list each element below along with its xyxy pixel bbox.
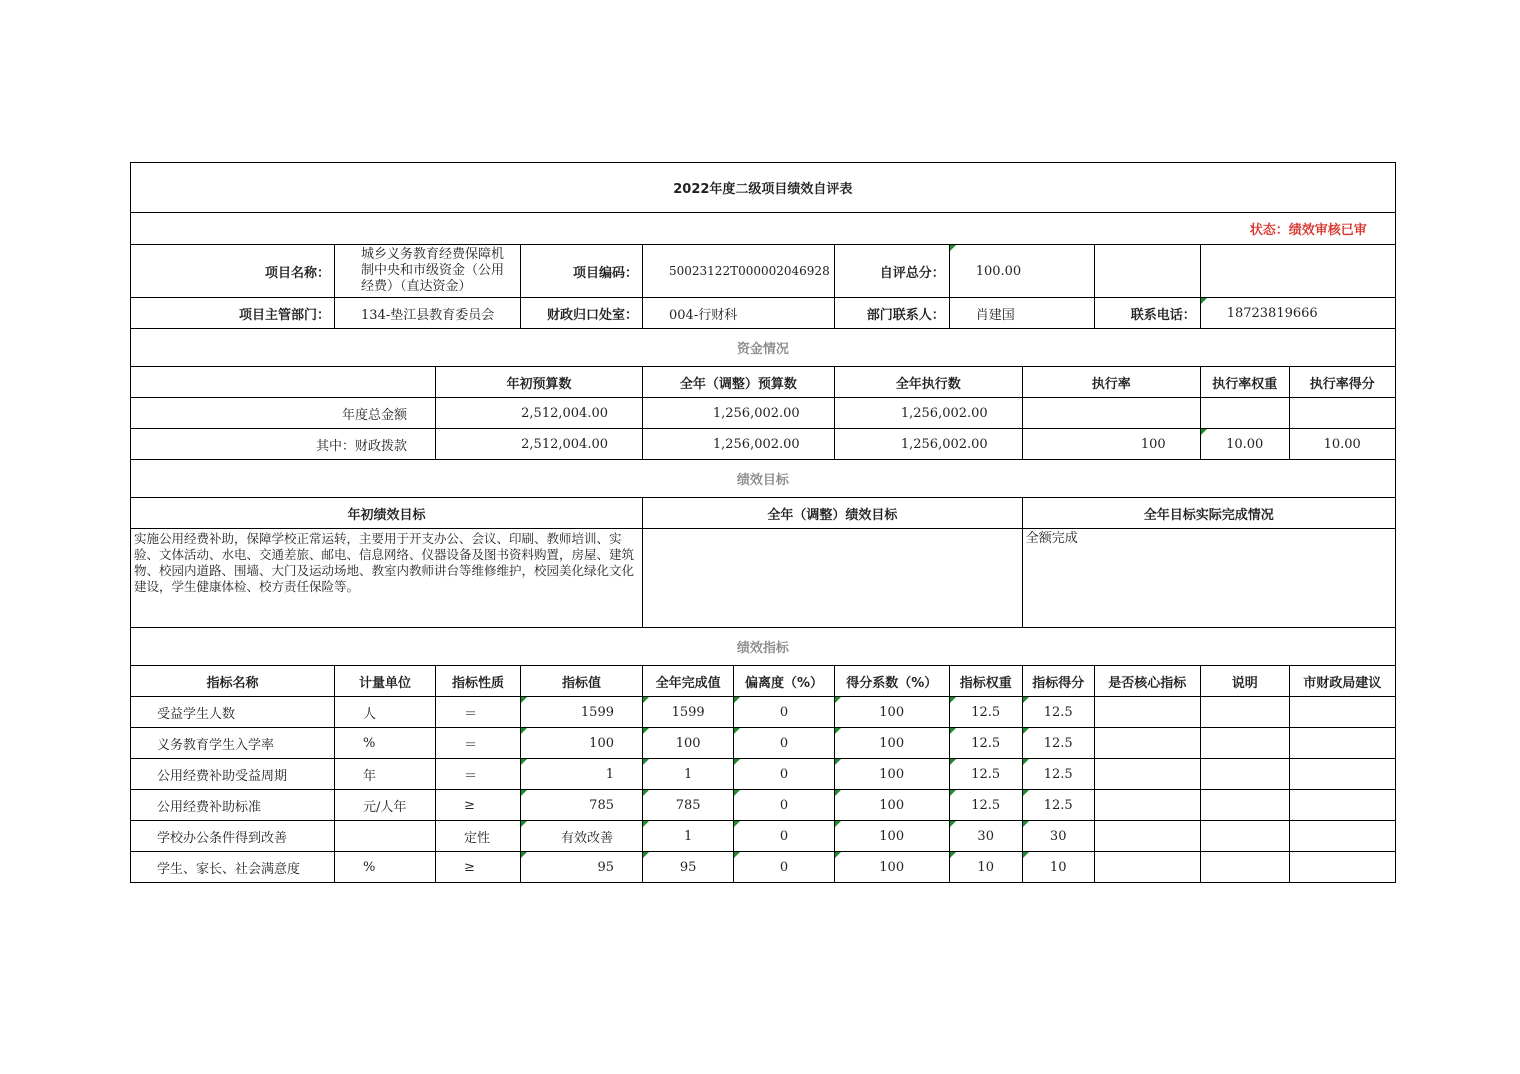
goals-adjusted-text xyxy=(643,529,1023,628)
goals-header-initial: 年初绩效目标 xyxy=(131,498,643,529)
funds-header: 全年执行数 xyxy=(834,367,1022,398)
indicator-deviation: 0 xyxy=(734,697,834,728)
goals-initial-text: 实施公用经费补助，保障学校正常运转，主要用于开支办公、会议、印刷、教师培训、实验、文体活动、水电、交通差旅、邮电、信息网络、仪器设备及图书资料购置，房屋、建筑物、校园内道路、围墙、大门及运动场地、教室内教师讲台等维修维护，校园美化绿化文化建设，学生健康体检、校方责任保险等。 xyxy=(131,529,643,628)
phone-label: 联系电话： xyxy=(1094,298,1200,329)
indicator-score: 10 xyxy=(1022,852,1094,883)
indicator-header: 说明 xyxy=(1200,666,1289,697)
funds-header: 执行率得分 xyxy=(1289,367,1395,398)
indicator-header: 市财政局建议 xyxy=(1289,666,1395,697)
indicator-note xyxy=(1200,759,1289,790)
status-badge: 状态：绩效审核已审 xyxy=(131,213,1396,245)
indicator-core xyxy=(1094,697,1200,728)
funds-header: 执行率 xyxy=(1022,367,1200,398)
dept-label: 项目主管部门： xyxy=(131,298,335,329)
funds-executed: 1,256,002.00 xyxy=(834,429,1022,460)
funds-header: 执行率权重 xyxy=(1200,367,1289,398)
indicator-core xyxy=(1094,759,1200,790)
indicator-value: 有效改善 xyxy=(521,821,643,852)
indicators-section-title: 绩效指标 xyxy=(131,628,1396,666)
funds-adjusted: 1,256,002.00 xyxy=(643,429,835,460)
indicator-header: 指标得分 xyxy=(1022,666,1094,697)
indicator-nature: ≥ xyxy=(436,852,521,883)
funds-row-label: 年度总金额 xyxy=(131,398,436,429)
funds-budget: 2,512,004.00 xyxy=(436,429,643,460)
indicator-deviation: 0 xyxy=(734,852,834,883)
indicator-header: 指标权重 xyxy=(949,666,1022,697)
goals-section-title: 绩效目标 xyxy=(131,460,1396,498)
indicator-header: 全年完成值 xyxy=(643,666,734,697)
indicator-suggestion xyxy=(1289,759,1395,790)
indicator-suggestion xyxy=(1289,821,1395,852)
indicator-deviation: 0 xyxy=(734,728,834,759)
indicator-suggestion xyxy=(1289,852,1395,883)
indicator-done: 95 xyxy=(643,852,734,883)
indicator-unit: % xyxy=(335,728,436,759)
indicator-weight: 12.5 xyxy=(949,697,1022,728)
indicator-unit xyxy=(335,821,436,852)
indicator-name: 义务教育学生入学率 xyxy=(131,728,335,759)
funds-rate: 100 xyxy=(1022,429,1200,460)
indicator-value: 95 xyxy=(521,852,643,883)
indicator-done: 1599 xyxy=(643,697,734,728)
goals-header-actual: 全年目标实际完成情况 xyxy=(1022,498,1395,529)
funds-executed: 1,256,002.00 xyxy=(834,398,1022,429)
funds-header: 全年（调整）预算数 xyxy=(643,367,835,398)
project-name-label: 项目名称： xyxy=(131,245,335,298)
indicator-score: 12.5 xyxy=(1022,728,1094,759)
indicator-coefficient: 100 xyxy=(834,852,949,883)
table-row xyxy=(131,728,1396,759)
funds-row-label: 其中：财政拨款 xyxy=(131,429,436,460)
indicator-name: 学校办公条件得到改善 xyxy=(131,821,335,852)
funds-score xyxy=(1289,398,1395,429)
dept-value: 134-垫江县教育委员会 xyxy=(335,298,521,329)
funds-header: 年初预算数 xyxy=(436,367,643,398)
indicator-unit: 元/人年 xyxy=(335,790,436,821)
indicator-note xyxy=(1200,790,1289,821)
table-row xyxy=(131,697,1396,728)
indicator-header: 指标值 xyxy=(521,666,643,697)
indicator-suggestion xyxy=(1289,790,1395,821)
office-label: 财政归口处室： xyxy=(521,298,643,329)
phone-value: 18723819666 xyxy=(1200,298,1395,329)
empty-cell xyxy=(1200,245,1395,298)
funds-rate xyxy=(1022,398,1200,429)
funds-section-title: 资金情况 xyxy=(131,329,1396,367)
funds-adjusted: 1,256,002.00 xyxy=(643,398,835,429)
indicator-done: 785 xyxy=(643,790,734,821)
table-row xyxy=(131,821,1396,852)
goals-actual-text: 全额完成 xyxy=(1022,529,1395,628)
indicator-coefficient: 100 xyxy=(834,728,949,759)
indicator-weight: 10 xyxy=(949,852,1022,883)
indicator-core xyxy=(1094,790,1200,821)
indicator-value: 785 xyxy=(521,790,643,821)
indicator-value: 1599 xyxy=(521,697,643,728)
table-row xyxy=(131,852,1396,883)
indicator-note xyxy=(1200,852,1289,883)
indicator-name: 受益学生人数 xyxy=(131,697,335,728)
indicator-weight: 12.5 xyxy=(949,728,1022,759)
indicator-header: 得分系数（%） xyxy=(834,666,949,697)
indicator-nature: ＝ xyxy=(436,759,521,790)
indicator-deviation: 0 xyxy=(734,759,834,790)
indicator-value: 1 xyxy=(521,759,643,790)
indicator-value: 100 xyxy=(521,728,643,759)
indicator-name: 公用经费补助标准 xyxy=(131,790,335,821)
indicator-nature: ＝ xyxy=(436,697,521,728)
indicator-score: 12.5 xyxy=(1022,759,1094,790)
indicator-note xyxy=(1200,728,1289,759)
indicator-score: 12.5 xyxy=(1022,790,1094,821)
indicator-suggestion xyxy=(1289,697,1395,728)
indicator-header: 计量单位 xyxy=(335,666,436,697)
indicator-suggestion xyxy=(1289,728,1395,759)
funds-score: 10.00 xyxy=(1289,429,1395,460)
indicator-name: 学生、家长、社会满意度 xyxy=(131,852,335,883)
indicator-done: 1 xyxy=(643,759,734,790)
indicator-unit: 年 xyxy=(335,759,436,790)
indicator-unit: 人 xyxy=(335,697,436,728)
indicator-core xyxy=(1094,852,1200,883)
indicator-done: 100 xyxy=(643,728,734,759)
indicator-nature: ≥ xyxy=(436,790,521,821)
indicator-note xyxy=(1200,697,1289,728)
funds-header-blank xyxy=(131,367,436,398)
indicator-core xyxy=(1094,821,1200,852)
score-label: 自评总分： xyxy=(834,245,949,298)
indicator-header: 指标名称 xyxy=(131,666,335,697)
indicator-weight: 12.5 xyxy=(949,790,1022,821)
contact-value: 肖建国 xyxy=(949,298,1094,329)
table-row xyxy=(131,790,1396,821)
indicator-score: 12.5 xyxy=(1022,697,1094,728)
goals-header-adjusted: 全年（调整）绩效目标 xyxy=(643,498,1023,529)
indicator-deviation: 0 xyxy=(734,821,834,852)
funds-weight: 10.00 xyxy=(1200,429,1289,460)
indicator-done: 1 xyxy=(643,821,734,852)
performance-evaluation-table xyxy=(130,162,1396,883)
indicator-note xyxy=(1200,821,1289,852)
page-title: 2022年度二级项目绩效自评表 xyxy=(131,163,1396,213)
indicator-coefficient: 100 xyxy=(834,790,949,821)
indicator-score: 30 xyxy=(1022,821,1094,852)
indicator-nature: ＝ xyxy=(436,728,521,759)
funds-budget: 2,512,004.00 xyxy=(436,398,643,429)
indicator-deviation: 0 xyxy=(734,790,834,821)
project-code-value: 50023122T000002046928 xyxy=(643,245,835,298)
funds-weight xyxy=(1200,398,1289,429)
contact-label: 部门联系人： xyxy=(834,298,949,329)
indicator-header: 偏离度（%） xyxy=(734,666,834,697)
indicator-unit: % xyxy=(335,852,436,883)
indicator-weight: 30 xyxy=(949,821,1022,852)
indicator-coefficient: 100 xyxy=(834,697,949,728)
indicator-name: 公用经费补助受益周期 xyxy=(131,759,335,790)
project-name-value: 城乡义务教育经费保障机制中央和市级资金（公用经费）（直达资金） xyxy=(335,245,521,298)
score-value: 100.00 xyxy=(949,245,1094,298)
indicator-header: 指标性质 xyxy=(436,666,521,697)
indicator-core xyxy=(1094,728,1200,759)
indicator-coefficient: 100 xyxy=(834,759,949,790)
indicator-weight: 12.5 xyxy=(949,759,1022,790)
indicator-header: 是否核心指标 xyxy=(1094,666,1200,697)
office-value: 004-行财科 xyxy=(643,298,835,329)
indicator-nature: 定性 xyxy=(436,821,521,852)
indicator-coefficient: 100 xyxy=(834,821,949,852)
project-code-label: 项目编码： xyxy=(521,245,643,298)
empty-cell xyxy=(1094,245,1200,298)
table-row xyxy=(131,759,1396,790)
